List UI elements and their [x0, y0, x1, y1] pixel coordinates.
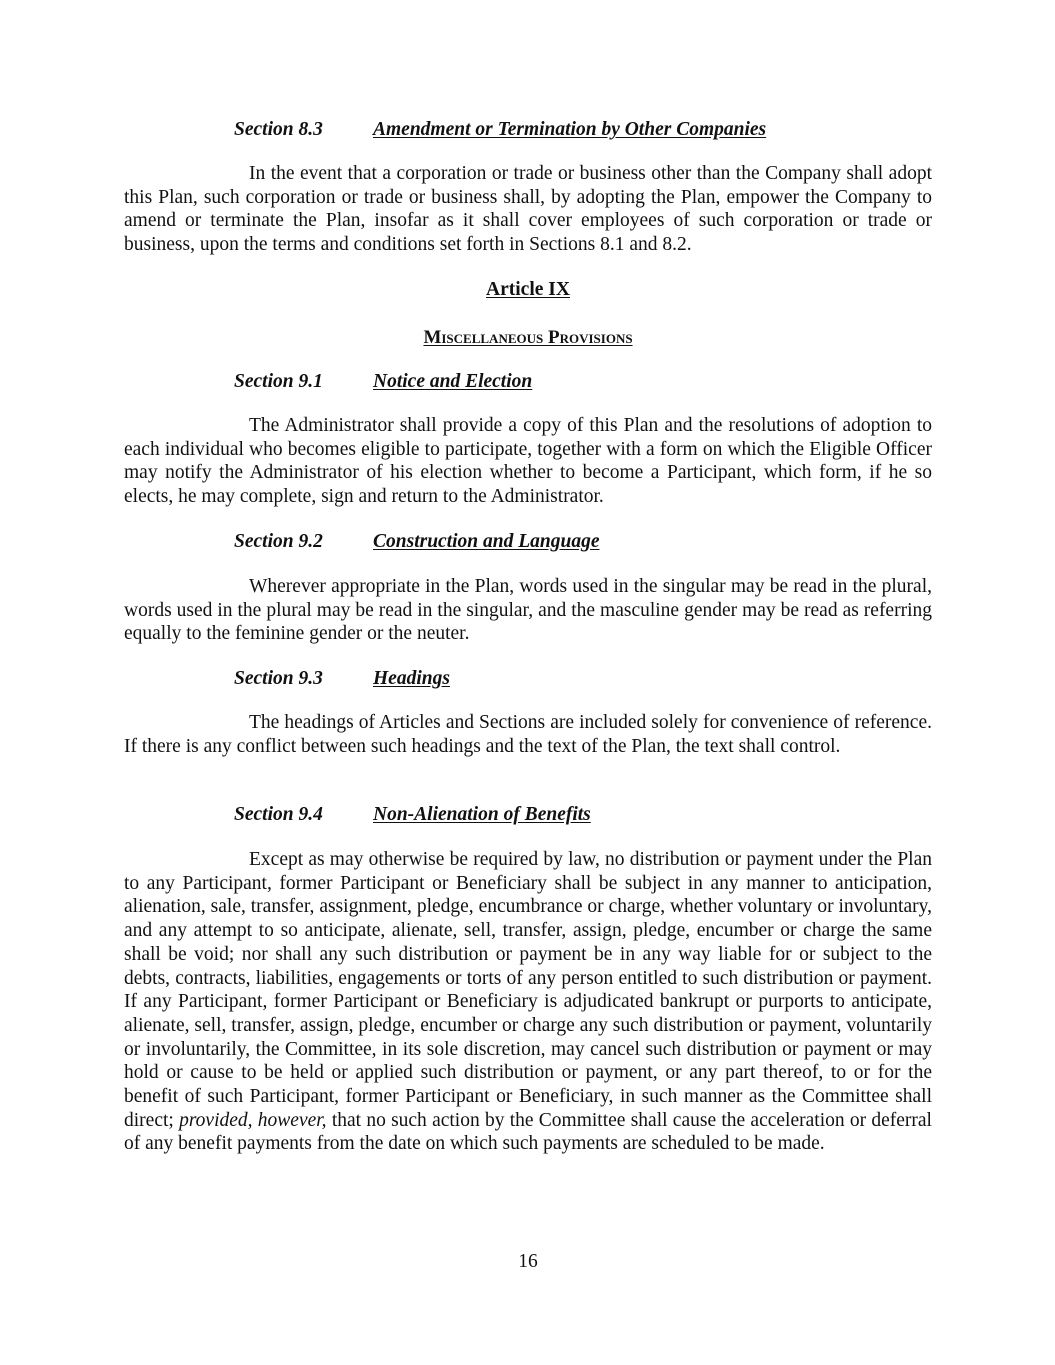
section-9-3-heading — [234, 667, 450, 691]
section-9-1-body: The Administrator shall provide a copy of this Plan and the resolutions of adoption to each individual who becomes eligible to participate, together with a form on which the Eligible Officer may notify the Administrator of his election whether to become a Participant, which form, if he so elects, he may complete, sign and return to the Administrator. — [124, 415, 932, 508]
document-page — [124, 0, 932, 1365]
article-title: Article IX — [486, 279, 570, 300]
section-title: Amendment or Termination by Other Companies — [373, 119, 767, 140]
page-number: 16 — [518, 1251, 538, 1272]
emphasis-text: provided, however, — [179, 1109, 327, 1131]
body-text: that no such action by the Committee shall cause the acceleration or deferral of any benefit payments from the date on which such payments are scheduled to be made. — [124, 1109, 932, 1155]
body-text: Except as may otherwise be required by law, no distribution or payment under the Plan to any Participant, former Participant or Beneficiary shall be subject in any manner to anticipation, alienation, sale, transfer, assignment, pledge, encumbrance or charge, whether voluntary or involuntary, and any attempt to so anticipate, alienate, sell, transfer, assign, pledge, encumber or charge the same shall be void; nor shall any such distribution or payment be in any way liable for or subject to the debts, contracts, liabilities, engagements or torts of any person entitled to such distribution or payment. If any Participant, former Participant or Beneficiary is adjudicated bankrupt or purports to anticipate, alienate, sell, transfer, assign, pledge, encumber or charge any such distribution or payment, voluntarily or involuntarily, the Committee, in its sole discretion, may cancel such distribution or payment or may hold or cause to be held or applied such distribution or payment, or any part thereof, to or for the benefit of such Participant, former Participant or Beneficiary, in such manner as the Committee shall direct; — [124, 849, 932, 1131]
section-8-3-body: In the event that a corporation or trade or business other than the Company shall adopt this Plan, such corporation or trade or business shall, by adopting the Plan, empower the Company to amend or terminate the Plan, insofar as it shall cover employees of such corporation or trade or business, upon the terms and conditions set forth in Sections 8.1 and 8.2. — [124, 163, 932, 256]
section-number: Section 9.3 — [234, 668, 323, 689]
section-number: Section 9.2 — [234, 531, 323, 552]
section-number: Section 9.4 — [234, 804, 323, 825]
section-number: Section 9.1 — [234, 371, 323, 392]
section-9-4-heading — [234, 803, 591, 827]
section-number: Section 8.3 — [234, 119, 323, 140]
section-title: Notice and Election — [373, 371, 533, 392]
section-title: Non-Alienation of Benefits — [373, 804, 591, 825]
section-title: Headings — [373, 668, 450, 689]
section-9-2-body: Wherever appropriate in the Plan, words used in the singular may be read in the plural, words used in the plural may be read in the singular, and the masculine gender may be read as referring equally to the feminine gender or the neuter. — [124, 576, 932, 645]
section-9-4-body — [124, 848, 932, 1156]
section-title: Construction and Language — [373, 531, 600, 552]
section-9-2-heading — [234, 530, 599, 554]
section-9-1-heading — [234, 370, 532, 394]
article-subtitle: Miscellaneous Provisions — [423, 327, 633, 348]
section-8-3-heading — [234, 118, 766, 142]
section-9-3-body: The headings of Articles and Sections are included solely for convenience of reference. If there is any conflict between such headings and the text of the Plan, the text shall control. — [124, 712, 932, 757]
